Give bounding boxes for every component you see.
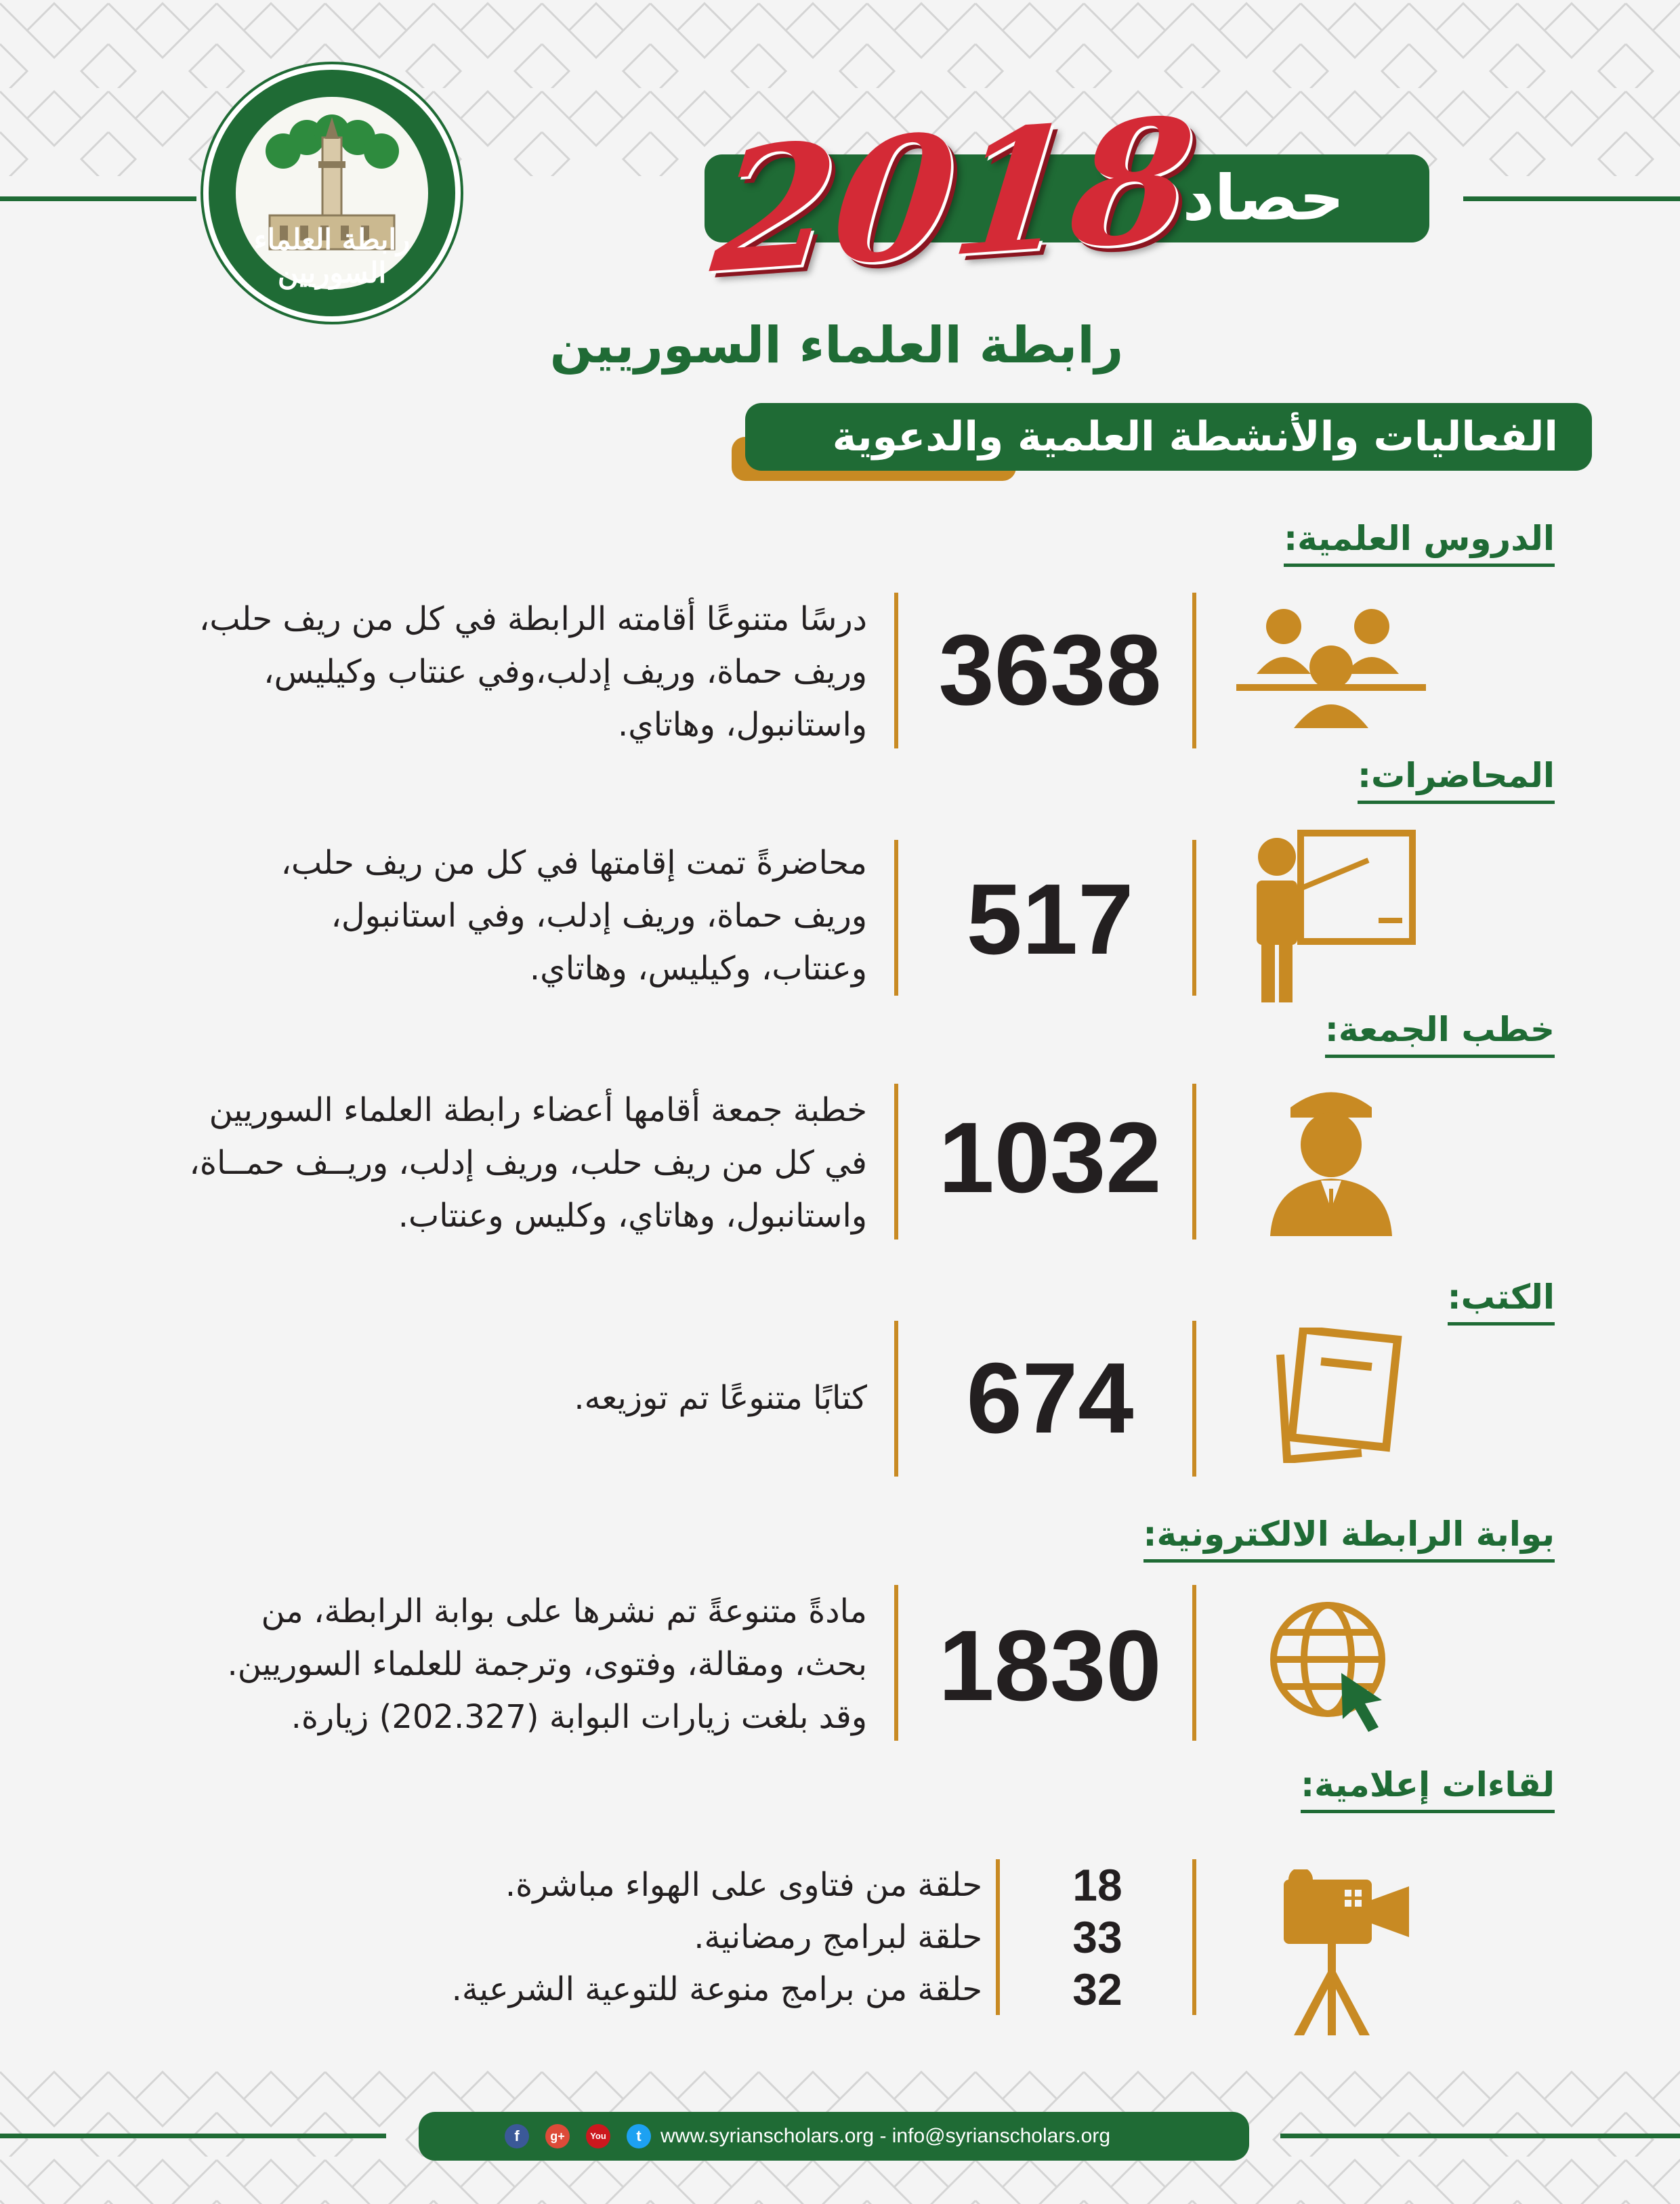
twitter-icon[interactable]: t [627, 2124, 651, 2148]
media-count-ramadan: 33 [1072, 1912, 1122, 1962]
media-row-live-fatwa: حلقة من فتاوى على الهواء مباشرة. [505, 1866, 982, 1904]
category-title-sermons: خطب الجمعة: [1325, 1006, 1555, 1058]
section-title: الفعاليات والأنشطة العلمية والدعوية [832, 413, 1558, 461]
year-title: 2018 [705, 79, 1203, 311]
category-title-lectures: المحاضرات: [1358, 752, 1555, 804]
logo-calligraphy-text: رابطة العلماء السوريين [253, 223, 411, 289]
preacher-icon [1267, 1080, 1395, 1236]
lecturer-board-icon [1246, 830, 1416, 1006]
footer-left-line [0, 2134, 386, 2138]
lessons-description: درسًا متنوعًا أقامته الرابطة في كل من ريف حلب، وريف حماة، وريف إدلب،وفي عنتاب وكيليس، واستانبول، وهاتاي. [198, 600, 867, 744]
header-left-line [0, 196, 196, 201]
books-count: 674 [966, 1342, 1134, 1454]
google-plus-icon[interactable]: g+ [545, 2124, 570, 2148]
lectures-count: 517 [966, 864, 1134, 975]
media-row-awareness: حلقة من برامج منوعة للتوعية الشرعية. [451, 1970, 982, 2008]
video-camera-icon [1274, 1869, 1416, 2039]
footer-contact-text[interactable]: www.syrianscholars.org - info@syrianscholars.org [660, 2125, 1111, 2147]
header-right-line [1463, 196, 1680, 201]
media-count-awareness: 32 [1072, 1964, 1122, 2014]
harvest-label: حصاد [1182, 162, 1345, 234]
org-logo [203, 64, 461, 322]
scholars-icon [1236, 599, 1426, 735]
footer-right-line [1280, 2134, 1680, 2138]
portal-description: مادةً متنوعةً تم نشرها على بوابة الرابطة، من بحث، ومقالة، وفتوى، وترجمة للعلماء السوريين. وقد بلغت زيارات البوابة (202.327) زيارة. [227, 1592, 867, 1736]
lectures-description: محاضرةً تمت إقامتها في كل من ريف حلب، وريف حماة، وريف إدلب، وفي استانبول، وعنتاب، وكيليس، وهاتاي. [280, 844, 867, 988]
facebook-icon[interactable]: f [505, 2124, 529, 2148]
lessons-count: 3638 [938, 614, 1162, 726]
globe-cursor-icon [1267, 1598, 1402, 1734]
category-title-books: الكتب: [1448, 1273, 1555, 1326]
separator [1192, 1859, 1196, 2015]
sermons-count: 1032 [938, 1102, 1162, 1214]
category-title-media: لقاءات إعلامية: [1301, 1761, 1555, 1813]
category-title-portal: بوابة الرابطة الالكترونية: [1143, 1510, 1555, 1563]
organization-name: رابطة العلماء السوريين [549, 316, 1124, 375]
separator [996, 1859, 1000, 2015]
category-title-lessons: الدروس العلمية: [1284, 515, 1555, 567]
media-count-live-fatwa: 18 [1072, 1860, 1122, 1910]
portal-count: 1830 [938, 1610, 1162, 1722]
media-row-ramadan: حلقة لبرامج رمضانية. [694, 1918, 982, 1956]
books-description: كتابًا متنوعًا تم توزيعه. [574, 1379, 867, 1417]
youtube-icon[interactable]: You [586, 2124, 610, 2148]
sermons-description: خطبة جمعة أقامها أعضاء رابطة العلماء السوريين في كل من ريف حلب، وريف إدلب، وريــف حمــاة، واستانبول، وهاتاي، وكليس وعنتاب. [189, 1091, 867, 1235]
books-icon [1267, 1328, 1402, 1463]
